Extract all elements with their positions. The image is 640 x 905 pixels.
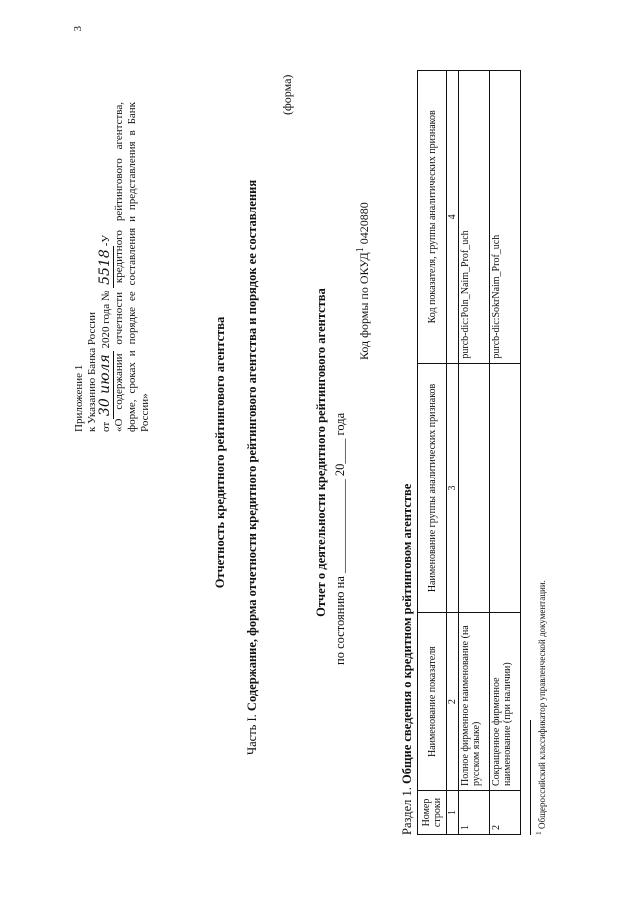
column-number: 1 xyxy=(447,791,459,835)
row-code: purcb-dic:Poln_Naim_Prof_uch xyxy=(459,71,490,364)
header-cell: Наименование показателя xyxy=(418,613,447,791)
as-of-prefix: по состоянию на xyxy=(333,576,347,665)
row-name: Сокращенное фирменное наименование (при наличии) xyxy=(490,613,521,791)
table-header-row xyxy=(418,71,447,835)
as-of-blank-date: _______________ xyxy=(333,479,347,573)
date-suffix: -У xyxy=(100,234,112,247)
appendix-line-2: к Указанию Банка России xyxy=(86,312,98,432)
handwritten-date: 30 июля xyxy=(97,351,114,419)
date-mid: 2020 года № xyxy=(100,290,112,349)
table-row xyxy=(490,71,521,835)
column-number: 2 xyxy=(447,613,459,791)
footnote-divider xyxy=(530,720,531,835)
activity-title: Отчет о деятельности кредитного рейтингового агентства xyxy=(314,288,328,617)
as-of-line xyxy=(333,413,348,665)
row-group xyxy=(490,363,521,613)
page-number: 3 xyxy=(72,26,84,32)
header-cell: Код показателя, группы аналитических признаков xyxy=(418,71,447,364)
row-number: 1 xyxy=(459,791,490,835)
forma-label: (форма) xyxy=(280,74,294,115)
footnote xyxy=(534,580,547,835)
column-number: 3 xyxy=(447,363,459,613)
indicator-table xyxy=(417,70,521,835)
appendix-line-1: Приложение 1 xyxy=(73,364,85,432)
as-of-year-prefix: 20 xyxy=(333,463,347,477)
row-group xyxy=(459,363,490,613)
part-heading: Содержание, форма отчетности кредитного рейтингового агентства и порядок ее составления xyxy=(245,179,259,712)
row-name: Полное фирменное наименование (на русском языке) xyxy=(459,613,490,791)
appendix-text: «О содержании отчетности кредитного рейтингового агентства, форме, сроках и порядке ее составления и представления в Банк России» xyxy=(113,102,151,432)
date-prefix: от xyxy=(100,421,112,432)
footnote-mark: 1 xyxy=(534,831,543,835)
report-title: Отчетность кредитного рейтингового агентства xyxy=(213,316,227,589)
section-title xyxy=(400,484,415,835)
part-label: Часть I. xyxy=(245,714,259,755)
okud-line xyxy=(355,202,372,360)
column-number-row xyxy=(447,71,459,835)
footnote-text: Общероссийский классификатор управленческой документации. xyxy=(537,580,547,829)
table-row xyxy=(459,71,490,835)
section-label: Раздел 1. xyxy=(400,787,414,835)
column-number: 4 xyxy=(447,71,459,364)
okud-label: Код формы по ОКУД xyxy=(357,252,371,360)
appendix-date-line xyxy=(99,102,113,432)
header-cell: Наименование группы аналитических признаков xyxy=(418,363,447,613)
okud-code: 0420880 xyxy=(357,202,371,245)
header-cell: Номер строки xyxy=(418,791,447,835)
okud-footnote-mark: 1 xyxy=(355,247,366,253)
appendix-block xyxy=(73,102,152,432)
row-number: 2 xyxy=(490,791,521,835)
section-heading: Общие сведения о кредитном рейтинговом агентстве xyxy=(400,483,414,785)
as-of-blank-year: ____ xyxy=(333,438,347,464)
row-code: purcb-dic:SokrNaim_Prof_uch xyxy=(490,71,521,364)
handwritten-number: 5518 xyxy=(97,246,114,288)
as-of-suffix: года xyxy=(333,412,347,436)
